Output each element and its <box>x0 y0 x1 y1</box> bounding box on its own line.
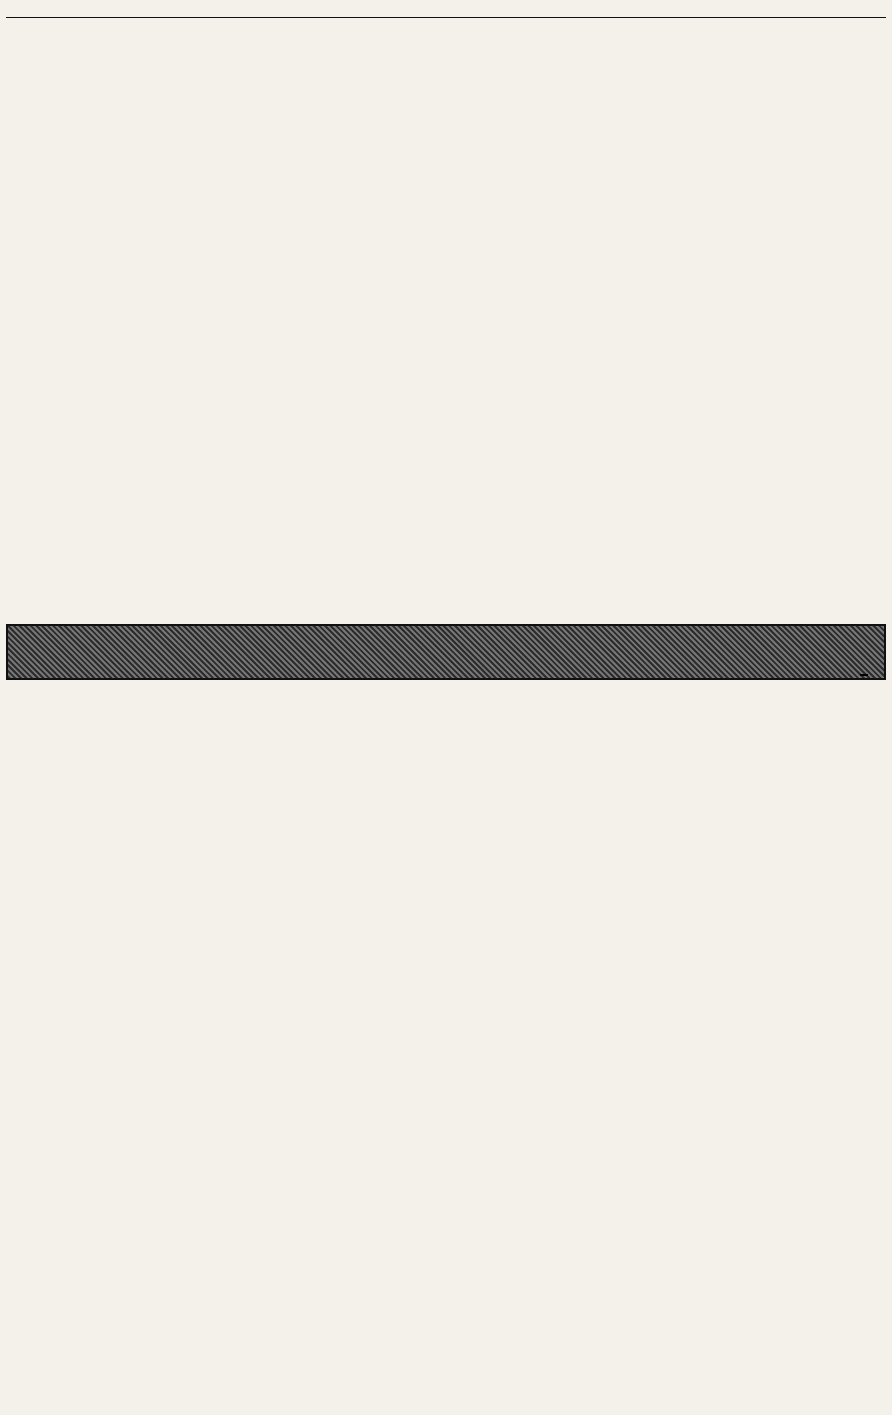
help-wanted-section <box>6 20 886 620</box>
banner-subtitle <box>860 674 868 676</box>
service-guide-banner <box>6 624 886 680</box>
service-guide-section <box>6 684 886 1410</box>
page-folio <box>6 4 886 18</box>
newspaper-page <box>6 4 886 1410</box>
